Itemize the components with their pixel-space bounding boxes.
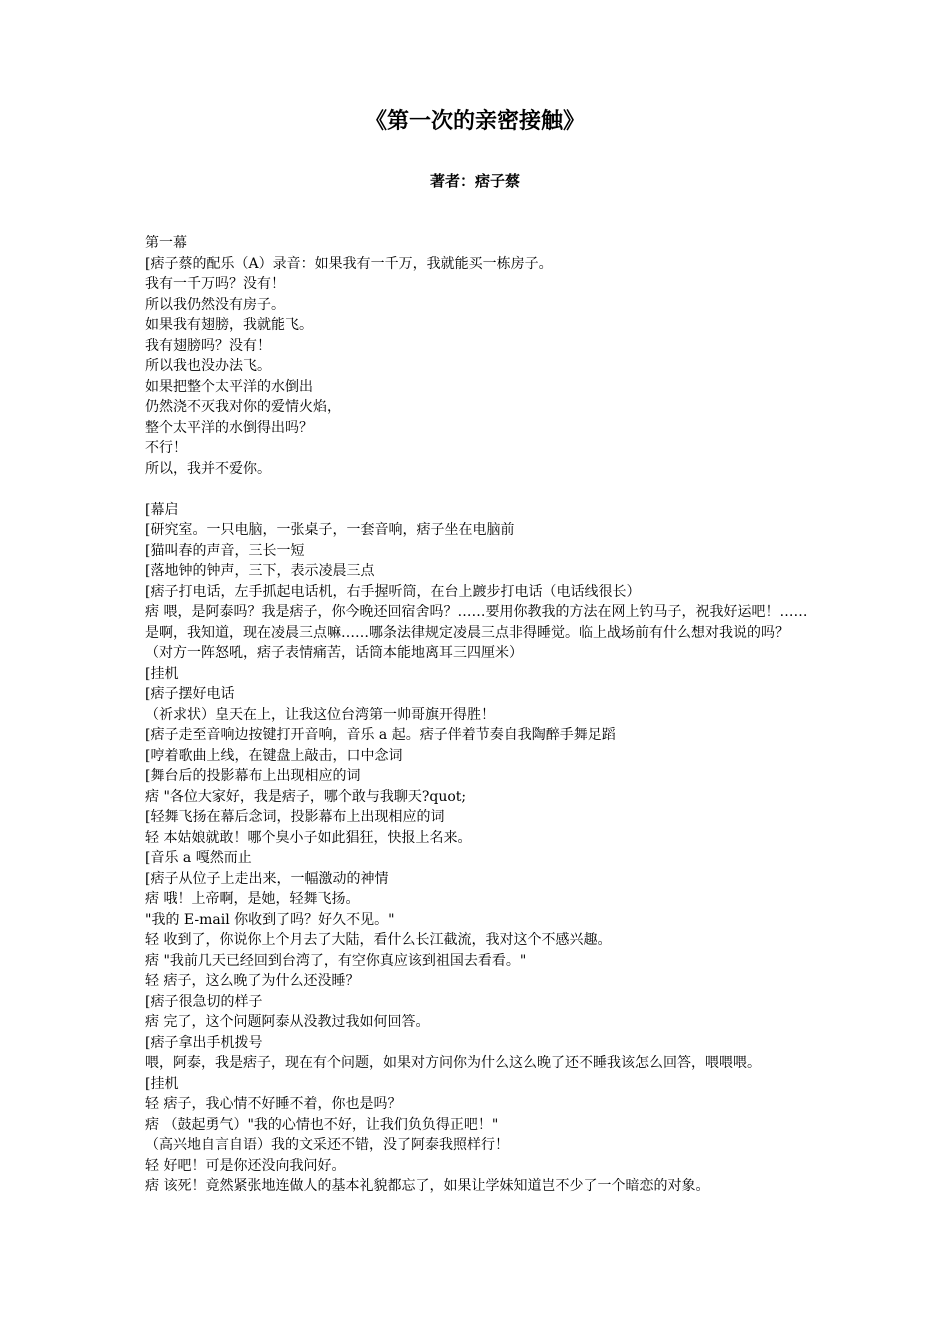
script-line: 痞 "各位大家好，我是痞子，哪个敢与我聊天?quot; — [145, 788, 467, 805]
script-line: 仍然浇不灭我对你的爱情火焰， — [145, 399, 341, 415]
script-line: [猫叫春的声音，三长一短 — [145, 542, 305, 559]
script-line: [痞子摆好电话 — [145, 686, 235, 702]
script-body — [145, 233, 810, 1197]
script-line: 不行！ — [145, 440, 187, 456]
document-author: 著者：痞子蔡 — [429, 172, 520, 190]
script-line: 轻 本姑娘就敢！哪个臭小子如此猖狂，快报上名来。 — [145, 829, 472, 846]
script-line: [挂机 — [145, 665, 179, 682]
script-line: 如果我有翅膀，我就能飞。 — [145, 317, 313, 333]
script-line: [痞子打电话，左手抓起电话机，右手握听筒，在台上踱步打电话（电话线很长） — [145, 583, 641, 600]
script-line: [痞子拿出手机拨号 — [145, 1034, 263, 1051]
script-line: 所以，我并不爱你。 — [145, 460, 271, 477]
script-line: [研究室。一只电脑，一张桌子，一套音响，痞子坐在电脑前 — [145, 522, 515, 538]
script-line: 轻 痞子，这么晚了为什么还没睡？ — [145, 973, 360, 989]
script-line: [音乐 a 嘎然而止 — [145, 850, 252, 866]
script-line: 轻 好吧！可是你还没向我问好。 — [145, 1157, 346, 1174]
script-line: 痞 完了，这个问题阿泰从没教过我如何回答。 — [145, 1014, 430, 1030]
script-line: （高兴地自言自语）我的文采还不错，没了阿泰我照样行！ — [145, 1137, 509, 1153]
script-line: [幕启 — [145, 501, 179, 518]
blank-line — [145, 479, 810, 500]
script-line: 痞 该死！竟然紧张地连做人的基本礼貌都忘了，如果让学妹知道岂不少了一个暗恋的对象。 — [145, 1178, 710, 1194]
script-line: 喂，阿泰，我是痞子，现在有个问题，如果对方问你为什么这么晚了还不睡我该怎么回答，喂喂喂。 — [145, 1055, 761, 1071]
script-line: （祈求状）皇天在上，让我这位台湾第一帅哥旗开得胜！ — [145, 706, 495, 723]
script-line: 轻 收到了，你说你上个月去了大陆，看什么长江截流，我对这个不感兴趣。 — [145, 932, 612, 948]
script-line: 痞 哦！上帝啊，是她，轻舞飞扬。 — [145, 891, 360, 907]
script-line: "我的 E-mail 你收到了吗？好久不见。" — [145, 911, 395, 928]
script-line: 痞 喂，是阿泰吗？我是痞子，你今晚还回宿舍吗？……要用你教我的方法在网上钓马子，祝我好运吧！……是啊，我知道，现在凌晨三点嘛……哪条法律规定凌晨三点非得睡觉。临上战场前有什么想对我说的吗？（对方一阵怒吼，痞子表情痛苦，话筒本能地离耳三四厘米） — [145, 604, 808, 661]
script-line: [落地钟的钟声，三下，表示凌晨三点 — [145, 563, 375, 579]
script-line: [痞子从位子上走出来，一幅激动的神情 — [145, 870, 389, 887]
script-line: 我有一千万吗？没有！ — [145, 276, 285, 292]
script-line: 第一幕 — [145, 235, 187, 251]
script-line: 整个太平洋的水倒得出吗？ — [145, 419, 313, 436]
script-line: 轻 痞子，我心情不好睡不着，你也是吗？ — [145, 1096, 402, 1112]
script-line: 如果把整个太平洋的水倒出 — [145, 378, 313, 395]
document-title: 《第一次的亲密接触》 — [364, 109, 585, 134]
script-line: 所以我也没办法飞。 — [145, 358, 271, 374]
script-line: [舞台后的投影幕布上出现相应的词 — [145, 768, 361, 784]
script-line: [轻舞飞扬在幕后念词，投影幕布上出现相应的词 — [145, 809, 445, 825]
script-line: [痞子很急切的样子 — [145, 993, 263, 1010]
script-line: 我有翅膀吗？没有！ — [145, 337, 271, 354]
script-line: 所以我仍然没有房子。 — [145, 296, 285, 313]
script-line: [挂机 — [145, 1075, 179, 1092]
script-line: [痞子走至音响边按键打开音响，音乐 a 起。痞子伴着节奏自我陶醉手舞足蹈 — [145, 727, 616, 743]
script-line: 痞 （鼓起勇气）"我的心情也不好，让我们负负得正吧！" — [145, 1116, 499, 1133]
script-line: 痞 "我前几天已经回到台湾了，有空你真应该到祖国去看看。" — [145, 952, 527, 969]
script-line: [哼着歌曲上线，在键盘上敲击，口中念词 — [145, 747, 403, 764]
script-line: [痞子蔡的配乐（A）录音：如果我有一千万，我就能买一栋房子。 — [145, 255, 553, 272]
